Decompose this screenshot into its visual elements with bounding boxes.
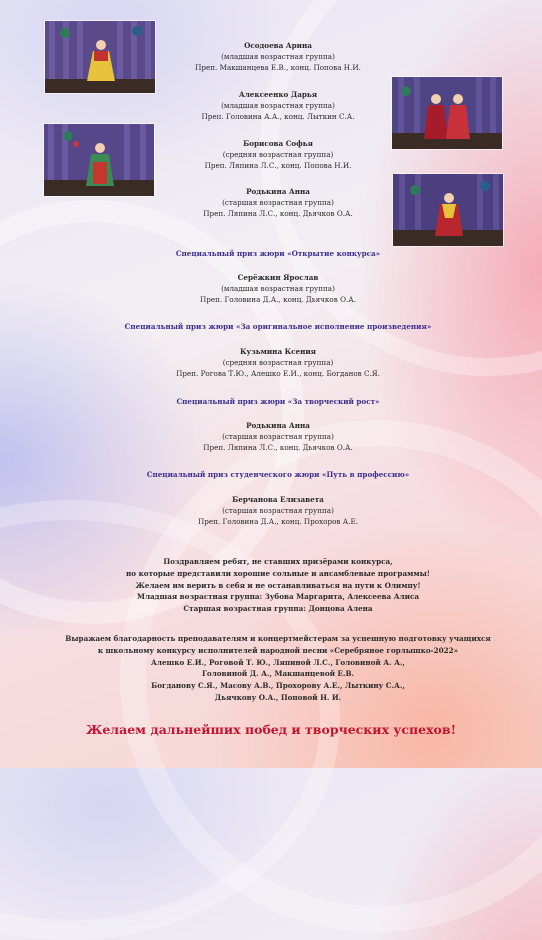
gratitude-line: к школьному конкурсу исполнителей народной песни «Серебряное горлышко-2022» xyxy=(97,645,459,655)
gratitude-line: Головиной Д. А., Макшанцевой Е.В. xyxy=(201,669,355,679)
winner-entry xyxy=(110,186,446,219)
prize-winner xyxy=(110,420,446,453)
congrats-line: Старшая возрастная группа: Донцова Алена xyxy=(183,604,373,614)
gratitude-line: Алешко Е.И., Роговой Т. Ю., Ляпиной Л.С., Головиной А. А., xyxy=(151,657,405,667)
gratitude-line: Выражаем благодарность преподавателям и концертмейстерам за успешную подготовку учащихся xyxy=(65,634,491,643)
age-group: (младшая возрастная группа) xyxy=(221,284,335,293)
teacher-line: Преп. Головина Д.А., конц. Прохоров А.Е. xyxy=(198,517,358,526)
teacher-line: Преп. Головина А.А., конц. Лыткин С.А. xyxy=(201,112,355,121)
congrats-line: Младшая возрастная группа: Зубова Маргарита, Алексеева Алиса xyxy=(137,592,419,602)
teacher-line: Преп. Макшанцева Е.В., конц. Попова Н.И. xyxy=(195,63,361,72)
prize-winner xyxy=(110,272,446,305)
prize-title: Специальный приз жюри «За оригинальное исполнение произведения» xyxy=(124,322,432,331)
age-group: (средняя возрастная группа) xyxy=(222,150,334,159)
congrats-line: но которые представили хорошие сольные и ансамблевые программы! xyxy=(126,568,430,578)
prize-winner xyxy=(110,346,446,379)
prize-winner xyxy=(110,494,446,527)
teacher-line: Преп. Ляпина Л.С., конц. Дьячков О.А. xyxy=(203,443,353,452)
congrats-line: Поздравляем ребят, не ставших призёрами конкурса, xyxy=(163,557,393,566)
congrats-line: Желаем им верить в себя и не останавливаться на пути к Олимпу! xyxy=(135,580,421,590)
teacher-line: Преп. Ляпина Л.С., конц. Дьячков О.А. xyxy=(203,209,353,218)
teacher-line: Преп. Ляпина Л.С., конц. Попова Н.И. xyxy=(204,161,352,170)
age-group: (старшая возрастная группа) xyxy=(222,506,334,515)
participant-name: Родькина Анна xyxy=(246,421,310,430)
participant-name: Алексеенко Дарья xyxy=(238,90,318,99)
participant-name: Берчанова Елизавета xyxy=(232,495,324,504)
participant-name: Серёжкин Ярослав xyxy=(237,273,319,282)
prize-title: Специальный приз студенческого жюри «Путь в профессию» xyxy=(146,470,410,479)
participant-name: Осодоева Арина xyxy=(244,41,312,50)
closing-wish: Желаем дальнейших побед и творческих успехов! xyxy=(85,722,457,737)
participant-name: Борисова Софья xyxy=(243,139,313,148)
prize-title: Специальный приз жюри «Открытие конкурса» xyxy=(175,249,381,258)
gratitude-line: Богданову С.Я., Масову А.В., Прохорову А.Е., Лыткину С.А., xyxy=(151,681,405,691)
age-group: (средняя возрастная группа) xyxy=(222,358,334,367)
age-group: (старшая возрастная группа) xyxy=(222,198,334,207)
age-group: (младшая возрастная группа) xyxy=(221,52,335,61)
winner-entry xyxy=(110,89,446,122)
participant-name: Кузьмина Ксения xyxy=(240,347,316,356)
winner-entry xyxy=(110,138,446,171)
prize-title: Специальный приз жюри «За творческий рост» xyxy=(176,397,380,406)
congrats-paragraph xyxy=(60,556,496,615)
age-group: (младшая возрастная группа) xyxy=(221,101,335,110)
age-group: (старшая возрастная группа) xyxy=(222,432,334,441)
gratitude-paragraph xyxy=(60,633,496,704)
teacher-line: Преп. Головина Д.А., конц. Дьячков О.А. xyxy=(200,295,356,304)
participant-name: Родькина Анна xyxy=(246,187,310,196)
winner-entry xyxy=(110,40,446,73)
gratitude-line: Дьячкову О.А., Поповой Н. И. xyxy=(214,692,342,702)
teacher-line: Преп. Рогова Т.Ю., Алешко Е.И., конц. Богданов С.Я. xyxy=(176,369,380,378)
